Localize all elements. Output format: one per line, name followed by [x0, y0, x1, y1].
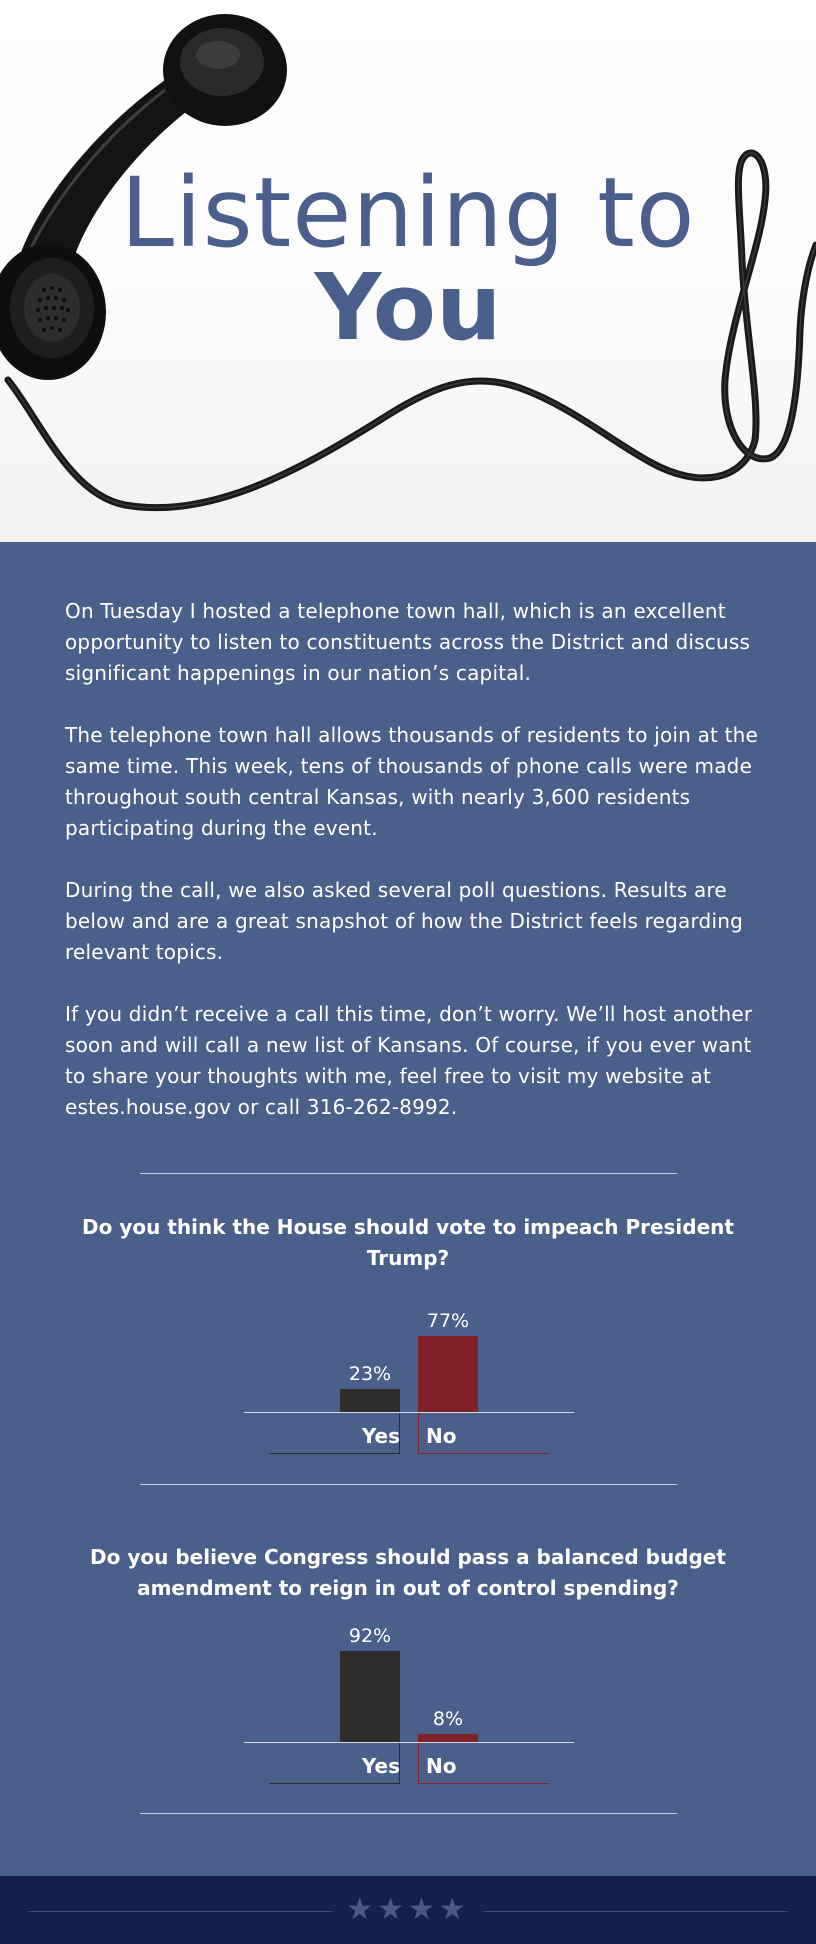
poll-chart-impeach — [244, 1300, 574, 1460]
footer-line-right — [483, 1911, 788, 1912]
percent-label-yes: 92% — [348, 1625, 392, 1647]
hero-banner — [0, 0, 816, 542]
poll-question-impeach: Do you think the House should vote to impeach President Trump? — [82, 1215, 734, 1270]
divider — [140, 1813, 677, 1814]
category-label-no: No — [426, 1754, 457, 1778]
star-icon-row: ★★★★ — [346, 1892, 470, 1927]
paragraph-town-hall: The telephone town hall allows thousands of residents to join at the same time. This week, tens of thousands of phone calls were made throughout south central Kansas, with nearly 3,600 residents participating during the event. — [65, 723, 759, 840]
divider — [140, 1173, 677, 1174]
paragraph-poll-intro: During the call, we also asked several poll questions. Results are below and are a great snapshot of how the District feels regarding relevant topics. — [65, 878, 743, 964]
percent-label-yes: 23% — [348, 1363, 392, 1385]
category-label-yes: Yes — [361, 1424, 400, 1448]
bar-yes — [340, 1389, 400, 1412]
bar-yes — [340, 1651, 400, 1742]
footer-line-left — [28, 1911, 333, 1912]
footer-bar — [0, 1876, 816, 1944]
poll-question-budget: Do you believe Congress should pass a balanced budget amendment to reign in out of control spending? — [90, 1545, 726, 1600]
bar-no — [418, 1734, 478, 1742]
bar-no — [418, 1336, 478, 1412]
category-label-no: No — [426, 1424, 457, 1448]
divider — [140, 1484, 677, 1485]
paragraph-intro: On Tuesday I hosted a telephone town hall, which is an excellent opportunity to listen to constituents across the District and discuss significant happenings in our nation’s capital. — [65, 599, 751, 685]
percent-label-no: 8% — [432, 1708, 464, 1730]
poll-chart-budget — [244, 1600, 574, 1790]
hero-title-line2: You — [314, 254, 502, 361]
article-body — [65, 596, 765, 1154]
category-label-yes: Yes — [361, 1754, 400, 1778]
paragraph-contact: If you didn’t receive a call this time, don’t worry. We’ll host another soon and will call a new list of Kansans. Of course, if you ever want to share your thoughts with me, feel free to visit my website at estes.house.gov or call 316-262-8992. — [65, 1002, 753, 1119]
hero-title-line1: Listening to — [120, 157, 696, 269]
percent-label-no: 77% — [426, 1310, 470, 1332]
